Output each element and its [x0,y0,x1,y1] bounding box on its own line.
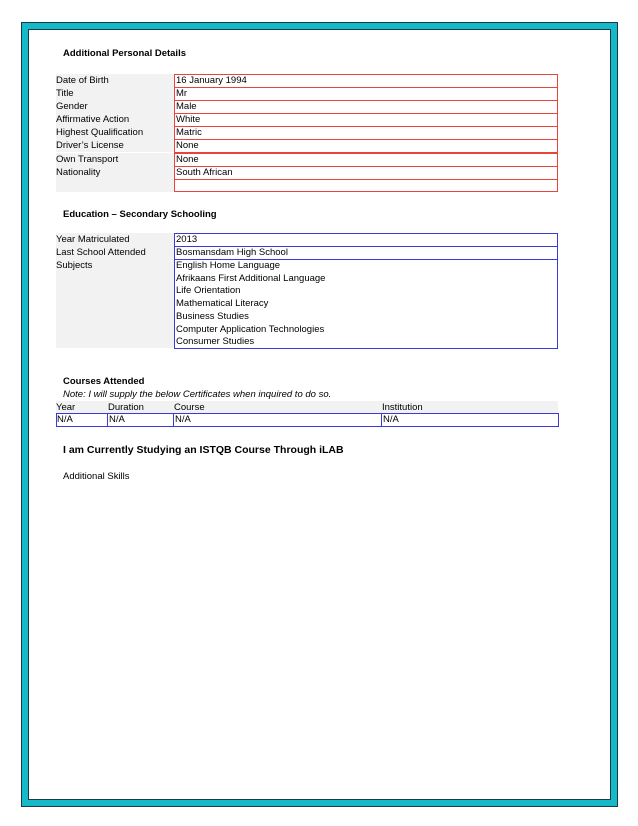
header-year: Year [56,402,76,413]
subject-item: Afrikaans First Additional Language [176,272,326,284]
personal-label: Driver’s License [56,139,174,152]
header-course: Course [174,402,205,413]
last-school-value: Bosmansdam High School [174,246,558,260]
year-matriculated-value: 2013 [174,233,558,247]
cell-year: N/A [57,414,73,425]
courses-data-row [56,413,559,427]
additional-skills-heading: Additional Skills [63,471,130,482]
cell-divider [173,414,174,426]
personal-value: Mr [174,87,558,101]
personal-value: None [174,153,558,167]
header-institution: Institution [382,402,423,413]
personal-value: South African [174,166,558,180]
personal-value: Male [174,100,558,114]
personal-value: 16 January 1994 [174,74,558,88]
courses-heading: Courses Attended [63,376,145,387]
subject-item: Consumer Studies [176,336,255,348]
personal-value: Matric [174,126,558,140]
subject-item: Mathematical Literacy [176,298,269,310]
personal-value-empty [174,179,558,192]
subjects-label: Subjects [56,259,174,348]
personal-value: White [174,113,558,127]
personal-label: Gender [56,100,174,113]
cell-institution: N/A [383,414,399,425]
personal-label: Date of Birth [56,74,174,87]
cell-divider [107,414,108,426]
education-heading: Education – Secondary Schooling [63,209,217,220]
personal-details-heading: Additional Personal Details [63,48,186,59]
header-duration: Duration [108,402,144,413]
personal-label-empty [56,179,174,192]
subject-item: Life Orientation [176,285,241,297]
personal-label: Highest Qualification [56,126,174,139]
personal-label: Title [56,87,174,100]
courses-note: Note: I will supply the below Certificates when inquired to do so. [63,389,332,400]
cell-divider [381,414,382,426]
year-matriculated-label: Year Matriculated [56,233,174,246]
subjects-list [174,259,558,349]
personal-value: None [174,139,558,153]
cell-course: N/A [175,414,191,425]
personal-label: Affirmative Action [56,113,174,126]
studying-heading: I am Currently Studying an ISTQB Course Through iLAB [63,444,344,456]
subject-item: English Home Language [176,260,281,271]
last-school-label: Last School Attended [56,246,174,259]
personal-label: Nationality [56,166,174,179]
cell-duration: N/A [109,414,125,425]
personal-label: Own Transport [56,153,174,166]
subject-item: Business Studies [176,310,249,322]
subject-item: Computer Application Technologies [176,323,325,335]
